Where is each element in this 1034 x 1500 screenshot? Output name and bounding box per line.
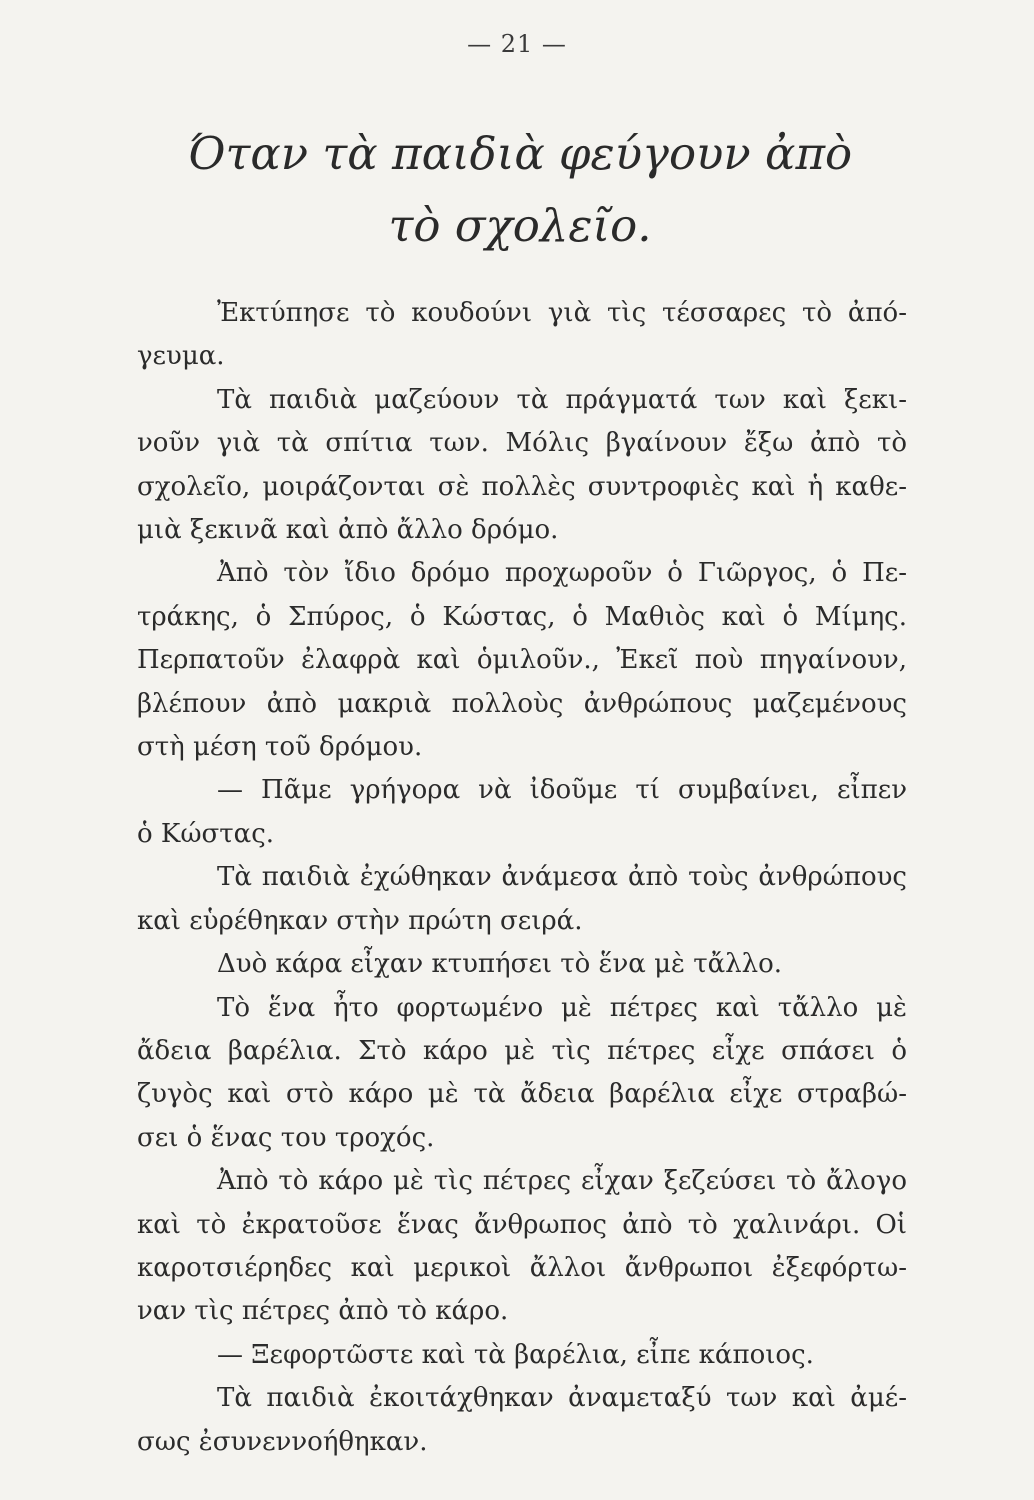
text-line: Τὰ παιδιὰ μαζεύουν τὰ πράγματά των καὶ ξεκι- [217,384,907,415]
text-line: ζυγὸς καὶ στὸ κάρο μὲ τὰ ἄδεια βαρέλια εἶχε στραβώ- [137,1079,907,1110]
text-line: Ἀπὸ τὸ κάρο μὲ τὶς πέτρες εἶχαν ξεζεύσει τὸ ἄλογο [217,1166,907,1197]
text-line: τράκης, ὁ Σπύρος, ὁ Κώστας, ὁ Μαθιὸς καὶ ὁ Μίμης. [137,601,907,632]
text-line: σως ἐσυνεννοήθηκαν. [137,1426,428,1457]
text-line: ὁ Κώστας. [137,818,275,849]
text-line: Τὰ παιδιὰ ἐκοιτάχθηκαν ἀναμεταξύ των καὶ ἀμέ- [217,1383,907,1414]
text-line: — Πᾶμε γρήγορα νὰ ἰδοῦμε τί συμβαίνει, εἶπεν [217,775,907,806]
text-line: Δυὸ κάρα εἶχαν κτυπήσει τὸ ἕνα μὲ τἄλλο. [217,949,783,980]
text-line: — Ξεφορτῶστε καὶ τὰ βαρέλια, εἶπε κάποιος. [217,1339,814,1370]
text-line: βλέπουν ἀπὸ μακριὰ πολλοὺς ἀνθρώπους μαζεμένους [137,688,907,719]
text-line: Ἐκτύπησε τὸ κουδούνι γιὰ τὶς τέσσαρες τὸ ἀπό- [217,298,907,328]
text-line: σχολεῖο, μοιράζονται σὲ πολλὲς συντροφιὲς καὶ ἡ καθε- [137,471,907,502]
text-line: γευμα. [137,341,225,372]
text-line: νοῦν γιὰ τὰ σπίτια των. Μόλις βγαίνουν ἔξω ἀπὸ τὸ [137,428,907,459]
text-line: σει ὁ ἕνας του τροχός. [137,1122,435,1153]
text-line: μιὰ ξεκινᾶ καὶ ἀπὸ ἄλλο δρόμο. [137,515,559,546]
page-number: — 21 — [467,30,567,58]
chapter-title-line-2: τὸ σχολεῖο. [388,199,652,252]
text-line: Τὸ ἕνα ἦτο φορτωμένο μὲ πέτρες καὶ τἄλλο μὲ [217,992,907,1023]
text-line: καὶ τὸ ἐκρατοῦσε ἕνας ἄνθρωπος ἀπὸ τὸ χαλινάρι. Οἱ [137,1209,907,1240]
chapter-title [120,118,920,262]
text-line: στὴ μέση τοῦ δρόμου. [137,732,423,763]
text-line: Περπατοῦν ἐλαφρὰ καὶ ὁμιλοῦν., Ἐκεῖ ποὺ πηγαίνουν, [137,645,907,676]
text-line: Ἀπὸ τὸν ἴδιο δρόμο προχωροῦν ὁ Γιῶργος, ὁ Πε- [217,558,907,589]
body-text [137,292,907,1464]
chapter-title-line-1: Όταν τὰ παιδιὰ φεύγουν ἀπὸ [187,127,853,180]
text-line: ναν τὶς πέτρες ἀπὸ τὸ κάρο. [137,1296,509,1327]
text-line: καὶ εὑρέθηκαν στὴν πρώτη σειρά. [137,905,583,936]
text-line: καροτσιέρηδες καὶ μερικοὶ ἄλλοι ἄνθρωποι ἐξεφόρτω- [137,1252,907,1283]
text-line: ἄδεια βαρέλια. Στὸ κάρο μὲ τὶς πέτρες εἶχε σπάσει ὁ [137,1035,907,1066]
text-line: Τὰ παιδιὰ ἐχώθηκαν ἀνάμεσα ἀπὸ τοὺς ἀνθρώπους [217,862,907,893]
